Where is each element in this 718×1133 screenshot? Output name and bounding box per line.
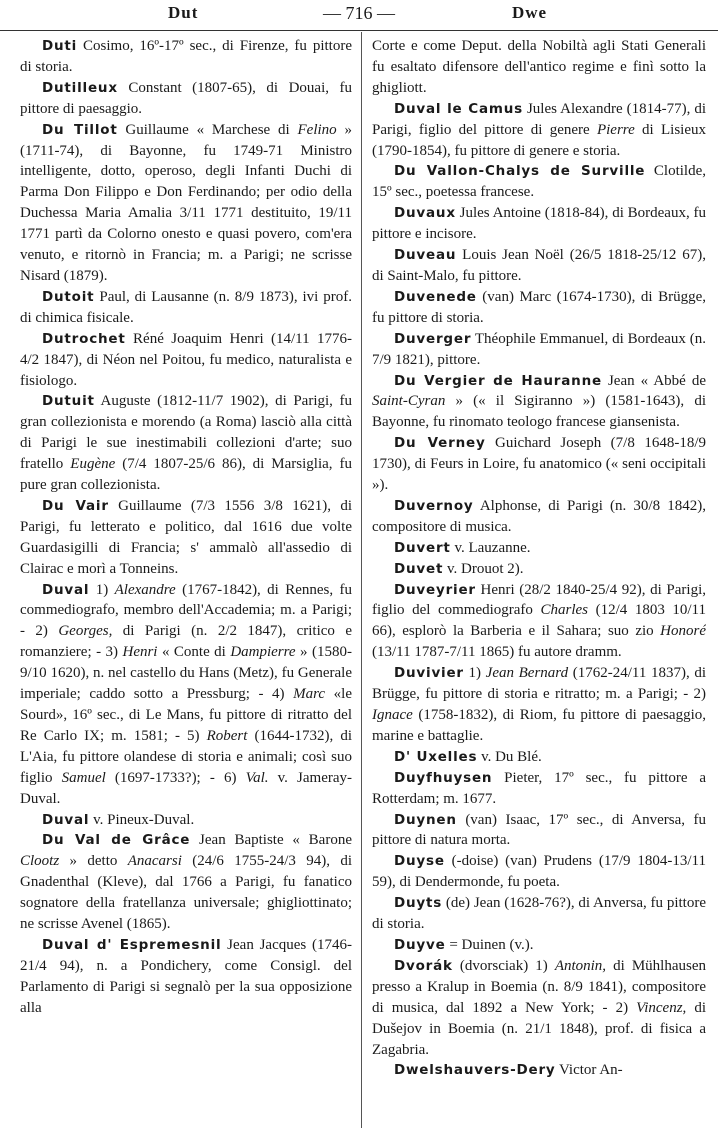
dictionary-entry xyxy=(372,559,706,580)
entry-italic-text: Felino xyxy=(297,121,337,138)
left-column xyxy=(20,36,352,1128)
page-number: — 716 — xyxy=(323,3,395,23)
entry-text: (24/6 1755-24/3 94), di Gnadenthal (Kleve), dal 1766 a Parigi, fu fanatico sognatore della fratellanza universale; ghigliottinato; ne scrisse Avenel (1865). xyxy=(20,853,352,933)
entry-headword: Duveau xyxy=(394,247,457,264)
dictionary-entry xyxy=(20,36,352,78)
entry-text: Théophile Emmanuel, di Bordeaux (n. 7/9 1821), pittore. xyxy=(372,330,706,368)
entry-headword: Dwelshauvers-Dery xyxy=(394,1062,556,1079)
dictionary-entry xyxy=(372,161,706,203)
entry-text: Jean « Abbé de xyxy=(601,372,706,389)
entry-text: Guichard Joseph (7/8 1648-18/9 1730), di Feurs in Loire, fu anatomico (« seni occipitali »). xyxy=(372,435,706,494)
entry-headword: Duyts xyxy=(394,895,443,912)
dictionary-entry xyxy=(372,935,706,956)
entry-headword: Duvet xyxy=(394,560,444,577)
entry-text: » (1711-74), di Bayonne, fu 1749-71 Ministro intelligente, dotto, operoso, degli Infanti Duchi di Parma Don Filippo e Don Ferdinando; per odio della Duchessa Maria Amalia 3/11 1771 destituito, 19/11 1771 partì da Colorno onesto e quasi povero, com'era venuto, e ritornò in Francia; m. a Parigi; ne scrisse Nisard (1879). xyxy=(20,121,352,284)
entry-text: Jean Baptiste « Barone xyxy=(190,832,352,849)
entry-text: di Dušejov in Boemia (n. 21/1 1848), prof. di fisica a Zagabria. xyxy=(372,999,706,1058)
entry-italic-text: Dampierre xyxy=(230,644,296,661)
entry-text: (de) Jean (1628-76?), di Anversa, fu pittore di storia. xyxy=(372,895,706,933)
dictionary-entry xyxy=(372,496,706,538)
dictionary-entry xyxy=(372,1060,706,1081)
entry-italic-text: Charles xyxy=(540,602,589,619)
entry-headword: Du Verney xyxy=(394,435,486,452)
dictionary-entry xyxy=(20,810,352,831)
entry-italic-text: Pierre xyxy=(596,121,635,138)
entry-text: v. Du Blé. xyxy=(477,748,542,765)
entry-text: «le Sourd», 16º sec., di Le Mans, fu pittore di ritratto del Re Carlo IX; m. 1581; - 5) xyxy=(20,686,352,744)
entry-text: Guillaume « Marchese di xyxy=(117,121,298,138)
entry-italic-text: Marc xyxy=(293,686,326,703)
entry-text: Jules Antoine (1818-84), di Bordeaux, fu pittore e incisore. xyxy=(372,205,706,243)
dictionary-entry xyxy=(372,893,706,935)
entry-italic-text: Georges, xyxy=(58,623,113,640)
dictionary-entry xyxy=(372,747,706,768)
entry-text: (dvorsciak) 1) xyxy=(452,957,555,974)
entry-headword: Duyve xyxy=(394,936,446,953)
dictionary-entry xyxy=(372,956,706,1061)
entry-text: Pieter, 17º sec., fu pittore a Rotterdam; m. 1677. xyxy=(372,769,706,807)
entry-headword: Duti xyxy=(42,38,78,54)
entry-text: di Mühlhausen presso a Kralup in Boemia (n. 8/9 1841), compositore di musica, dal 1892 a New York; - 2) xyxy=(372,957,706,1016)
dictionary-entry xyxy=(20,287,352,329)
column-divider xyxy=(361,32,362,1128)
entry-headword: Duyfhuysen xyxy=(394,769,493,786)
entry-headword: Dvorák xyxy=(394,957,453,974)
dictionary-entry xyxy=(372,810,706,852)
entry-text: v. Drouot 2). xyxy=(443,560,524,577)
entry-italic-text: Saint-Cyran xyxy=(372,393,446,410)
entry-italic-text: Alexandre xyxy=(114,581,176,598)
entry-italic-text: Henri xyxy=(122,644,158,661)
entry-text: » (« il Sigiranno ») (1581-1643), di Bayonne, fu rinomato teologo francese giansenista. xyxy=(372,393,706,431)
entry-italic-text: Robert xyxy=(206,727,248,744)
entry-text: Jean Jacques (1746-21/4 94), n. a Pondichery, come Consigl. del Parlamento di Parigi si segnalò per la sua opposizione alla xyxy=(20,936,352,1016)
entry-italic-text: Vincenz, xyxy=(636,999,687,1016)
entry-text: di Parigi (n. 2/2 1847), critico e romanziere; - 3) xyxy=(20,623,352,661)
entry-text: v. Jameray-Duval. xyxy=(20,769,352,807)
dictionary-entry xyxy=(20,78,352,120)
header-right-word: Dwe xyxy=(512,3,548,22)
entry-headword: Duvert xyxy=(394,539,451,556)
dictionary-entry xyxy=(372,36,706,99)
entry-italic-text: Samuel xyxy=(61,769,106,786)
dictionary-entry xyxy=(372,538,706,559)
entry-headword: Duvenede xyxy=(394,288,477,305)
entry-headword: Du Vallon-Chalys de Surville xyxy=(394,163,646,180)
entry-text: Corte e come Deput. della Nobiltà agli Stati Generali fu esaltato difensore dell'antico regime e finì sotto la ghigliott. xyxy=(372,38,706,96)
entry-text: « Conte di xyxy=(157,644,231,661)
entry-headword: Du Vergier de Hauranne xyxy=(394,372,602,389)
dictionary-entry xyxy=(20,830,352,935)
entry-text: Constant (1807-65), di Douai, fu pittore di paesaggio. xyxy=(20,79,352,117)
entry-italic-text: Ignace xyxy=(372,707,413,723)
entry-headword: Duval le Camus xyxy=(394,100,523,117)
dictionary-entry xyxy=(372,851,706,893)
entry-text: (1697-1733?); - 6) xyxy=(105,769,246,786)
entry-headword: D' Uxelles xyxy=(394,748,478,765)
dictionary-entry xyxy=(372,768,706,810)
entry-text: = Duinen (v.). xyxy=(445,936,534,953)
entry-headword: Du Tillot xyxy=(42,121,118,138)
entry-text: 1) xyxy=(463,665,486,682)
entry-text: (1767-1842), di Rennes, fu commediografo, membro dell'Accademia; m. a Parigi; - 2) xyxy=(20,581,352,640)
entry-headword: Duveyrier xyxy=(394,581,476,598)
entry-headword: Duverger xyxy=(394,330,472,347)
entry-text: Louis Jean Noël (26/5 1818-25/12 67), di Saint-Malo, fu pittore. xyxy=(372,247,706,284)
dictionary-entry xyxy=(372,99,706,162)
entry-text: Réné Joaquim Henri (14/11 1776-4/2 1847), di Néon nel Poitou, fu medico, naturalista e fisiologo. xyxy=(20,330,352,389)
entry-text: (1758-1832), di Riom, fu pittore di paesaggio, marine e battaglie. xyxy=(372,707,706,744)
entry-text: Clotilde, 15º sec., poetessa francese. xyxy=(372,163,706,201)
dictionary-entry xyxy=(372,371,706,434)
entry-headword: Du Val de Grâce xyxy=(42,832,191,849)
entry-text: v. Lauzanne. xyxy=(450,539,531,556)
dictionary-entry xyxy=(372,287,706,329)
entry-headword: Duvaux xyxy=(394,205,456,222)
entry-headword: Du Vair xyxy=(42,497,109,514)
dictionary-entry xyxy=(372,580,706,664)
entry-text: Alphonse, di Parigi (n. 30/8 1842), compositore di musica. xyxy=(372,497,706,535)
entry-text: Guillaume (7/3 1556 3/8 1621), di Parigi, fu letterato e politico, dal 1616 due volte Guardasigilli di Francia; s' ammalò all'assedio di Clairac e morì a Tonneins. xyxy=(20,497,352,577)
entry-text: Cosimo, 16º-17º sec., di Firenze, fu pittore di storia. xyxy=(20,38,352,75)
entry-text: (van) Isaac, 17º sec., di Anversa, fu pittore di natura morta. xyxy=(372,811,706,849)
entry-headword: Duvernoy xyxy=(394,497,474,514)
entry-text: Victor An- xyxy=(555,1062,623,1079)
entry-text: 1) xyxy=(89,581,115,598)
entry-italic-text: Eugène xyxy=(70,456,116,473)
entry-text: (7/4 1807-25/6 86), di Marsiglia, fu pure gran collezionista. xyxy=(20,456,352,494)
dictionary-entry xyxy=(20,496,352,580)
header-left-word: Dut xyxy=(168,3,199,22)
dictionary-entry xyxy=(372,433,706,496)
entry-headword: Dutoit xyxy=(42,288,95,305)
entry-headword: Duyse xyxy=(394,853,445,870)
entry-text: di Lisieux (1790-1854), fu pittore di genere e storia. xyxy=(372,121,706,159)
entry-text: v. Pineux-Duval. xyxy=(89,811,195,828)
dictionary-entry xyxy=(20,580,352,810)
entry-text: (-doise) (van) Prudens (17/9 1804-13/11 59), di Dendermonde, fu poeta. xyxy=(372,853,706,891)
entry-headword: Dutrochet xyxy=(42,330,126,347)
entry-text: Henri (28/2 1840-25/4 92), di Parigi, figlio del commediografo xyxy=(372,581,706,619)
entry-text: Jules Alexandre (1814-77), di Parigi, figlio del pittore di genere xyxy=(372,100,706,138)
entry-headword: Duynen xyxy=(394,811,457,828)
entry-italic-text: Jean Bernard xyxy=(485,665,569,682)
entry-headword: Duval d' Espremesnil xyxy=(42,936,222,953)
entry-italic-text: Honoré xyxy=(660,623,706,640)
dictionary-entry xyxy=(372,245,706,287)
dictionary-entry xyxy=(20,120,352,287)
entry-headword: Duval xyxy=(42,581,90,598)
entry-text: (12/4 1803 10/11 66), esplorò la Barberia e il Sahara; suo zio xyxy=(372,602,706,640)
dictionary-entry xyxy=(372,329,706,371)
dictionary-entry xyxy=(372,203,706,245)
entry-text: » detto xyxy=(59,853,128,870)
entry-text: (van) Marc (1674-1730), di Brügge, fu pittore di storia. xyxy=(372,288,706,326)
dictionary-entry xyxy=(20,329,352,392)
entry-headword: Duvivier xyxy=(394,665,464,682)
right-column xyxy=(372,36,706,1128)
entry-text: (1644-1732), di L'Aia, fu pittore olandese di storia e animali; così suo figlio xyxy=(20,727,352,786)
entry-headword: Dutilleux xyxy=(42,79,118,96)
entry-headword: Duval xyxy=(42,811,90,828)
dictionary-entry xyxy=(20,935,352,1019)
entry-text: Auguste (1812-11/7 1902), di Parigi, fu gran collezionista e morendo (a Roma) lasciò alla città di Parigi le sue inestimabili collezioni d'arte; suo fratello xyxy=(20,393,352,473)
page-header xyxy=(0,0,718,31)
entry-italic-text: Clootz xyxy=(20,853,60,870)
entry-text: Paul, di Lausanne (n. 8/9 1873), ivi prof. di chimica fisicale. xyxy=(20,288,352,326)
entry-headword: Dutuit xyxy=(42,393,95,410)
entry-text: (13/11 1787-7/11 1865) fu autore dramm. xyxy=(372,644,622,661)
entry-italic-text: Antonin, xyxy=(554,957,607,974)
entry-italic-text: Anacarsi xyxy=(127,853,182,870)
dictionary-entry xyxy=(372,663,706,747)
entry-text: (1762-24/11 1837), di Brügge, fu pittore di storia e ritratto; m. a Parigi; - 2) xyxy=(372,665,706,703)
entry-text: » (1580-9/10 1620), n. nel castello du Hans (Metz), fu Generale imperiale; caddo sotto a Pressburg; - 4) xyxy=(20,644,352,703)
dictionary-entry xyxy=(20,391,352,496)
entry-italic-text: Val. xyxy=(245,769,269,786)
